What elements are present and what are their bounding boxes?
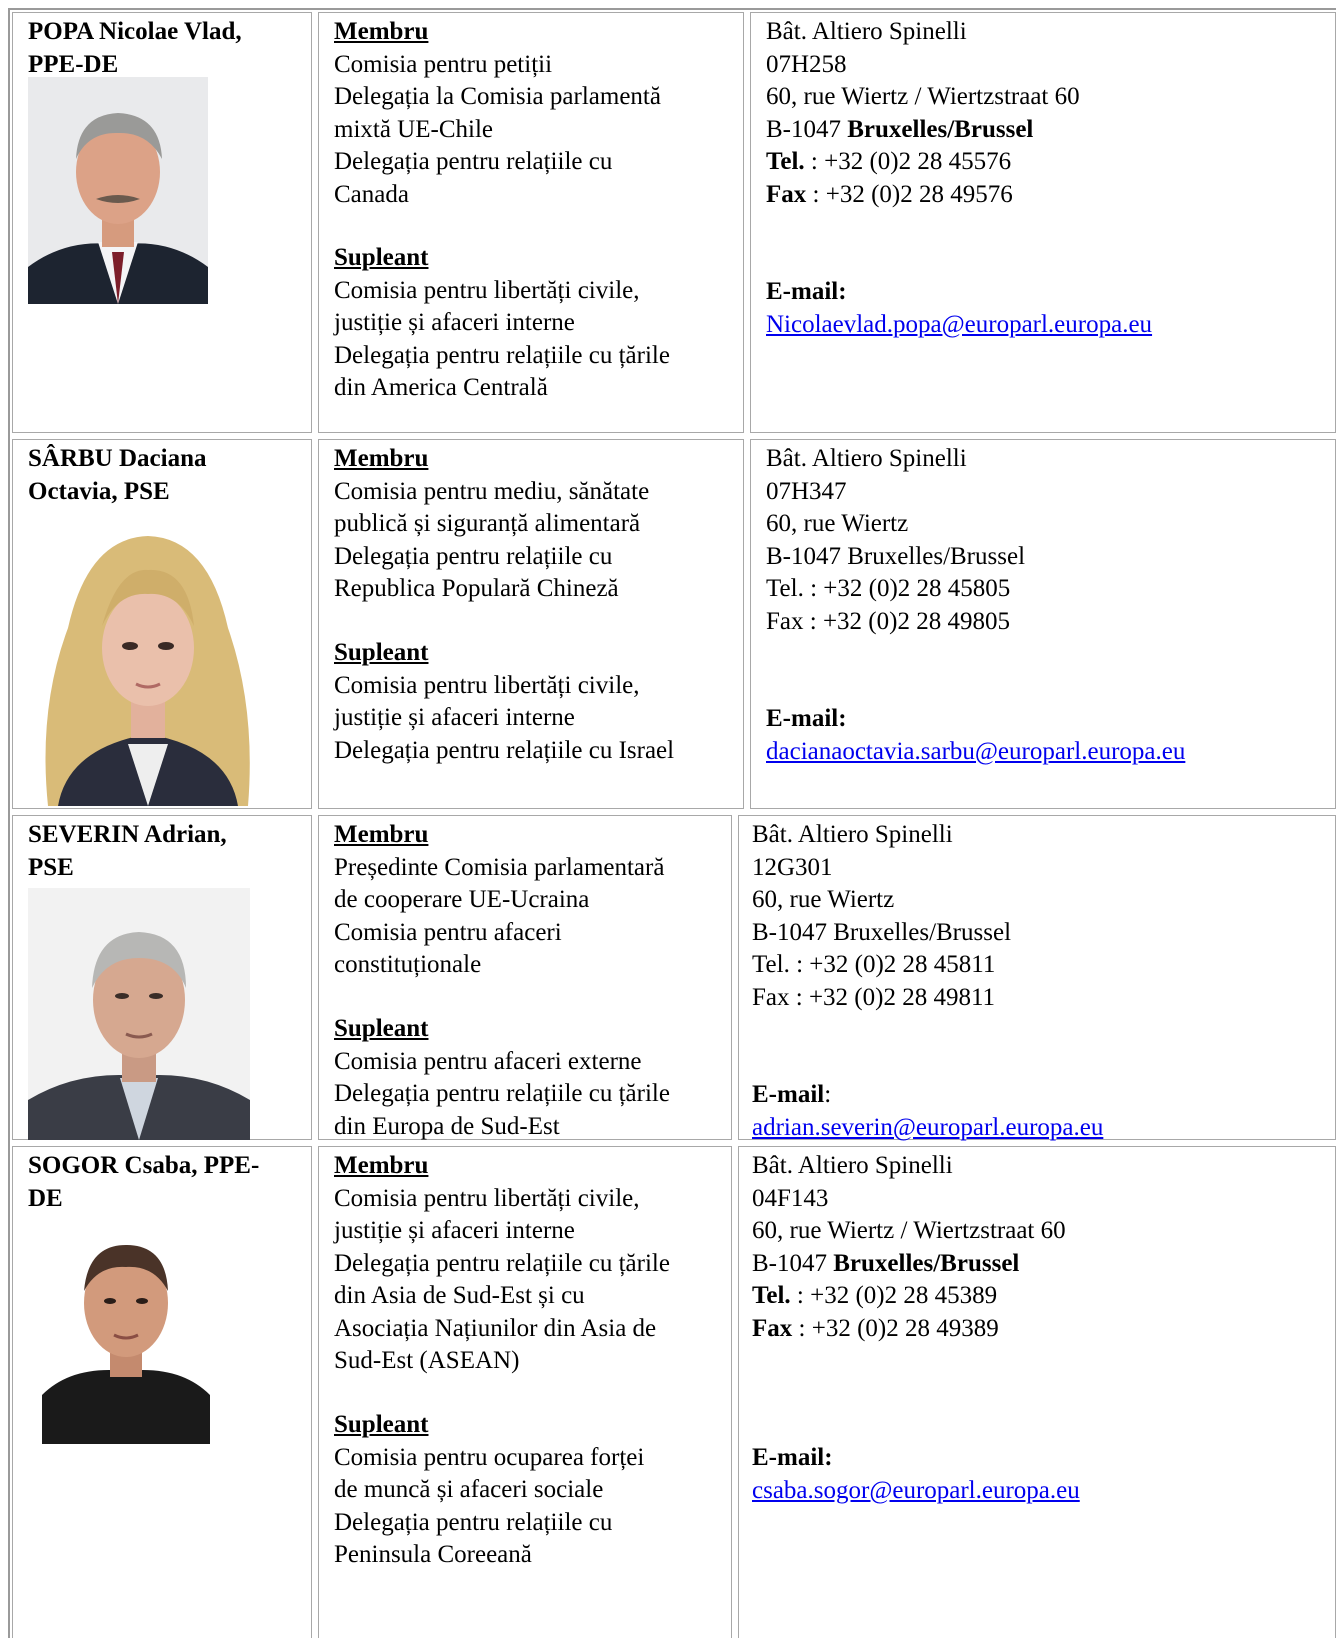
fax-line: Fax : +32 (0)2 28 49805 (766, 607, 1010, 635)
street: 60, rue Wiertz (752, 886, 895, 913)
city: Bruxelles/Brussel (847, 115, 1034, 143)
membru-header: Membru (334, 821, 429, 848)
tel-line: Tel. : +32 (0)2 28 45805 (766, 575, 1011, 602)
committee-line: justiție și afaceri interne (334, 704, 575, 731)
member-name: SOGOR Csaba, PPE- DE (28, 1152, 260, 1212)
email-colon: : (824, 1081, 832, 1108)
office: 12G301 (752, 853, 833, 881)
tel-line (766, 146, 1080, 179)
committee-line: publică și siguranță alimentară (334, 510, 641, 537)
committee-line: din America Centrală (334, 374, 548, 401)
committee-line: Asociația Națiunilor din Asia de (334, 1314, 657, 1342)
committee-line: Comisia pentru libertăți civile, (334, 671, 640, 699)
committee-line: din Europa de Sud-Est (334, 1112, 560, 1140)
tel-number: : +32 (0)2 28 45576 (804, 148, 1012, 175)
email-block (752, 1442, 1080, 1507)
member-photo (28, 508, 268, 806)
committee-line: Comisia pentru afaceri (334, 918, 562, 946)
committee-line: Delegația la Comisia parlamentă (334, 83, 661, 110)
committee-line: Comisia pentru mediu, sănătate (334, 477, 650, 505)
tel-line: Tel. : +32 (0)2 28 45811 (752, 951, 996, 978)
supleant-section (334, 1013, 670, 1143)
committee-line: Sud-Est (ASEAN) (334, 1347, 520, 1374)
member-name: SEVERIN Adrian, PSE (28, 821, 227, 881)
email-link[interactable]: adrian.severin@europarl.europa.eu (752, 1113, 1104, 1141)
membru-header: Membru (334, 445, 429, 472)
email-label: E-mail (752, 1081, 825, 1108)
table-row (0, 815, 1336, 1140)
building: Bât. Altiero Spinelli (766, 18, 967, 45)
supleant-section (334, 1409, 644, 1572)
street: 60, rue Wiertz / Wiertzstraat 60 (766, 83, 1080, 110)
member-photo (42, 1215, 210, 1444)
fax-label: Fax (766, 180, 807, 208)
email-link[interactable]: csaba.sogor@europarl.europa.eu (752, 1476, 1080, 1504)
postcode-line (752, 1248, 1066, 1281)
committee-line: Președinte Comisia parlamentară (334, 853, 665, 881)
committee-line: de cooperare UE-Ucraina (334, 886, 590, 913)
email-label-line (752, 1079, 1103, 1112)
member-photo (28, 888, 250, 1140)
street: 60, rue Wiertz / Wiertzstraat 60 (752, 1217, 1066, 1244)
membru-section (334, 443, 649, 606)
postcode-line (766, 114, 1080, 147)
committee-line: Delegația pentru relațiile cu (334, 148, 613, 175)
member-name: POPA Nicolae Vlad, PPE-DE (28, 18, 242, 78)
supleant-section (334, 242, 670, 405)
office: 04F143 (752, 1184, 829, 1212)
committee-line: de muncă și afaceri sociale (334, 1476, 604, 1503)
committee-line: Comisia pentru petiții (334, 50, 553, 78)
tel-number: : +32 (0)2 28 45389 (790, 1282, 998, 1309)
committee-line: din Asia de Sud-Est și cu (334, 1282, 585, 1309)
committee-line: Delegația pentru relațiile cu (334, 542, 613, 570)
postcode: B-1047 (752, 1249, 827, 1277)
email-label: E-mail: (766, 705, 847, 732)
committee-line: Comisia pentru afaceri externe (334, 1047, 642, 1075)
building: Bât. Altiero Spinelli (752, 1152, 953, 1179)
committee-line: constituționale (334, 951, 482, 978)
email-block (766, 276, 1152, 341)
committee-line: justiție și afaceri interne (334, 309, 575, 336)
committee-line: Comisia pentru ocuparea forței (334, 1443, 645, 1471)
committee-line: Comisia pentru libertăți civile, (334, 276, 640, 304)
membru-section (334, 16, 661, 211)
table-row (0, 12, 1336, 433)
fax-line (752, 1313, 1066, 1346)
table-top-border (8, 8, 1336, 10)
contact-block (752, 1150, 1066, 1345)
membru-header: Membru (334, 18, 429, 45)
committee-line: Canada (334, 180, 409, 208)
committee-line: Delegația pentru relațiile cu Israel (334, 736, 675, 764)
building: Bât. Altiero Spinelli (766, 445, 967, 472)
supleant-header: Supleant (334, 1015, 429, 1042)
contact-block (766, 16, 1080, 211)
postcode-line: B-1047 Bruxelles/Brussel (766, 542, 1026, 570)
contact-block (752, 819, 1011, 1014)
fax-number: : +32 (0)2 28 49576 (806, 180, 1013, 208)
street: 60, rue Wiertz (766, 510, 909, 537)
committee-line: Delegația pentru relațiile cu țările (334, 1249, 670, 1277)
committee-line: Delegația pentru relațiile cu țările (334, 1080, 670, 1107)
supleant-header: Supleant (334, 244, 429, 271)
membru-section (334, 1150, 670, 1378)
supleant-header: Supleant (334, 639, 429, 666)
supleant-section (334, 637, 674, 767)
email-link[interactable]: dacianaoctavia.sarbu@europarl.europa.eu (766, 737, 1186, 765)
fax-line: Fax : +32 (0)2 28 49811 (752, 983, 996, 1011)
city: Bruxelles/Brussel (833, 1249, 1020, 1277)
office: 07H347 (766, 477, 847, 505)
table-row (0, 1146, 1336, 1638)
member-photo (28, 77, 208, 304)
committee-line: justiție și afaceri interne (334, 1217, 575, 1244)
committee-line: Delegația pentru relațiile cu (334, 1508, 613, 1536)
table-row (0, 439, 1336, 809)
fax-number: : +32 (0)2 28 49389 (792, 1314, 999, 1342)
membru-header: Membru (334, 1152, 429, 1179)
committee-line: Peninsula Coreeană (334, 1541, 532, 1568)
fax-line (766, 179, 1080, 212)
email-block (752, 1079, 1103, 1144)
email-label: E-mail: (752, 1444, 833, 1471)
office: 07H258 (766, 50, 847, 78)
postcode: B-1047 (766, 115, 841, 143)
email-link[interactable]: Nicolaevlad.popa@europarl.europa.eu (766, 310, 1153, 338)
email-label: E-mail: (766, 278, 847, 305)
building: Bât. Altiero Spinelli (752, 821, 953, 848)
committee-line: Republica Populară Chineză (334, 575, 619, 602)
fax-label: Fax (752, 1314, 793, 1342)
committee-line: Delegația pentru relațiile cu țările (334, 341, 670, 369)
membru-section (334, 819, 664, 982)
tel-label: Tel. (752, 1282, 791, 1309)
committee-line: mixtă UE-Chile (334, 115, 493, 143)
member-name: SÂRBU Daciana Octavia, PSE (28, 445, 207, 505)
contact-block (766, 443, 1025, 638)
supleant-header: Supleant (334, 1411, 429, 1438)
committee-line: Comisia pentru libertăți civile, (334, 1184, 640, 1212)
tel-label: Tel. (766, 148, 805, 175)
email-block (766, 703, 1185, 768)
tel-line (752, 1280, 1066, 1313)
postcode-line: B-1047 Bruxelles/Brussel (752, 918, 1012, 946)
